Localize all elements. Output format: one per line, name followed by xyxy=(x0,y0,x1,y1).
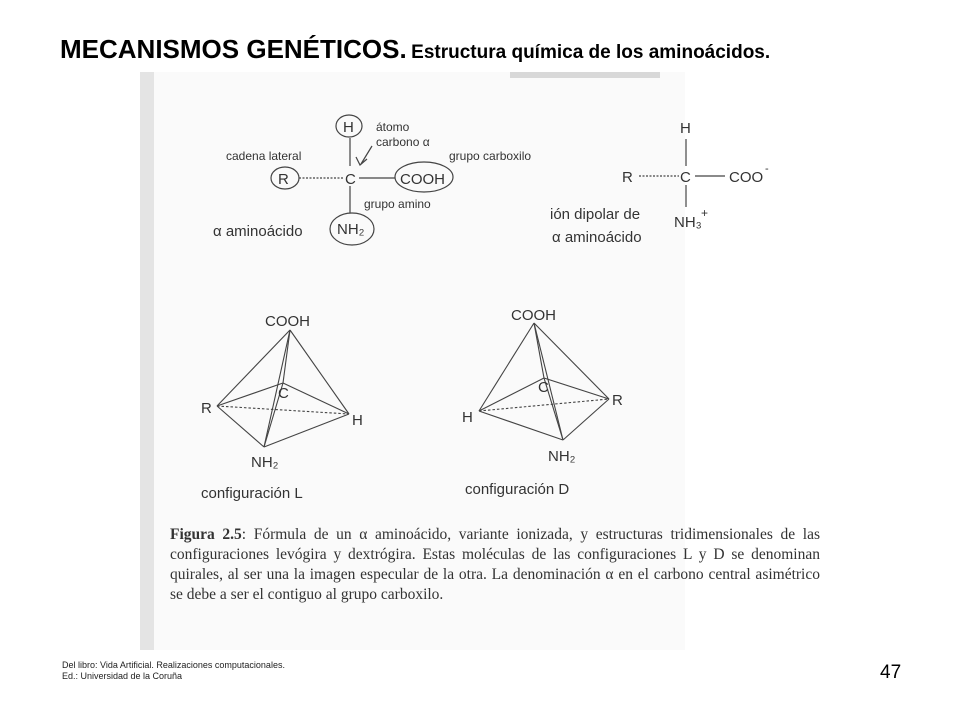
alpha-atom-label-1: átomo xyxy=(376,120,410,134)
l-bottom-label: NH₂ xyxy=(251,454,279,471)
alpha-atom-label-2: carbono α xyxy=(376,135,430,149)
source-line-2: Ed.: Universidad de la Coruña xyxy=(62,671,183,681)
d-edge-h-nh2 xyxy=(479,411,563,440)
figure-caption-label: Figura 2.5 xyxy=(170,526,242,543)
coo-minus-charge: - xyxy=(765,163,769,175)
alpha-aminoacid-caption: α aminoácido xyxy=(213,223,303,240)
d-top-label: COOH xyxy=(511,307,556,324)
page-number: 47 xyxy=(880,662,902,683)
carboxyl-group-label: grupo carboxilo xyxy=(449,149,532,163)
right-h-label: H xyxy=(680,120,691,137)
l-right-label: H xyxy=(352,412,363,429)
left-r-label: R xyxy=(278,171,289,188)
right-r-label: R xyxy=(622,169,633,186)
dipolar-caption-line1: ión dipolar de xyxy=(550,206,641,223)
l-configuration-caption: configuración L xyxy=(201,485,303,502)
right-c-label: C xyxy=(680,169,691,186)
figure-caption xyxy=(170,525,820,605)
source-line-1: Del libro: Vida Artificial. Realizaciones computacionales. xyxy=(62,660,285,670)
alpha-arrow xyxy=(361,146,372,164)
dipolar-caption-line2: α aminoácido xyxy=(552,229,642,246)
l-edge-top-h xyxy=(290,330,349,414)
d-edge-r-nh2 xyxy=(563,399,609,440)
alpha-arrowhead xyxy=(356,157,367,165)
d-left-label: H xyxy=(462,409,473,426)
l-edge-r-nh2 xyxy=(217,406,264,447)
d-bottom-label: NH₂ xyxy=(548,448,576,465)
left-nh2-label: NH₂ xyxy=(337,221,365,238)
l-bond-c-r xyxy=(217,383,283,406)
title-main: MECANISMOS GENÉTICOS. xyxy=(60,34,407,64)
l-left-label: R xyxy=(201,400,212,417)
left-h-label: H xyxy=(343,119,354,136)
l-edge-r-h xyxy=(217,406,349,414)
side-chain-label: cadena lateral xyxy=(226,149,302,163)
d-right-label: R xyxy=(612,392,623,409)
figure-caption-text: : Fórmula de un α aminoácido, variante ionizada, y estructuras tridimensionales de las configuraciones levógira y dextrógira. Estas moléculas de las configuraciones L y D se denominan quirales, al ser una la imagen especular de la otra. La denominación α en el carbono central asimétrico se debe a ser el contiguo al grupo carboxilo. xyxy=(170,526,820,603)
d-edge-top-h xyxy=(479,323,534,411)
d-center-label: C xyxy=(538,379,549,396)
right-nh3-label: NH₃ xyxy=(674,214,702,231)
title-subtitle: Estructura química de los aminoácidos. xyxy=(411,42,771,63)
nh3-plus-charge: + xyxy=(701,206,709,220)
d-configuration-caption: configuración D xyxy=(465,481,570,498)
l-bond-c-h xyxy=(283,383,349,414)
left-c-label: C xyxy=(345,171,356,188)
amino-group-label: grupo amino xyxy=(364,197,431,211)
right-coo-label: COO xyxy=(729,169,764,186)
l-edge-h-nh2 xyxy=(264,414,349,447)
cropped-scan-text xyxy=(510,72,660,78)
source-note xyxy=(62,660,285,682)
l-center-label: C xyxy=(278,385,289,402)
l-top-label: COOH xyxy=(265,313,310,330)
left-cooh-label: COOH xyxy=(400,171,445,188)
